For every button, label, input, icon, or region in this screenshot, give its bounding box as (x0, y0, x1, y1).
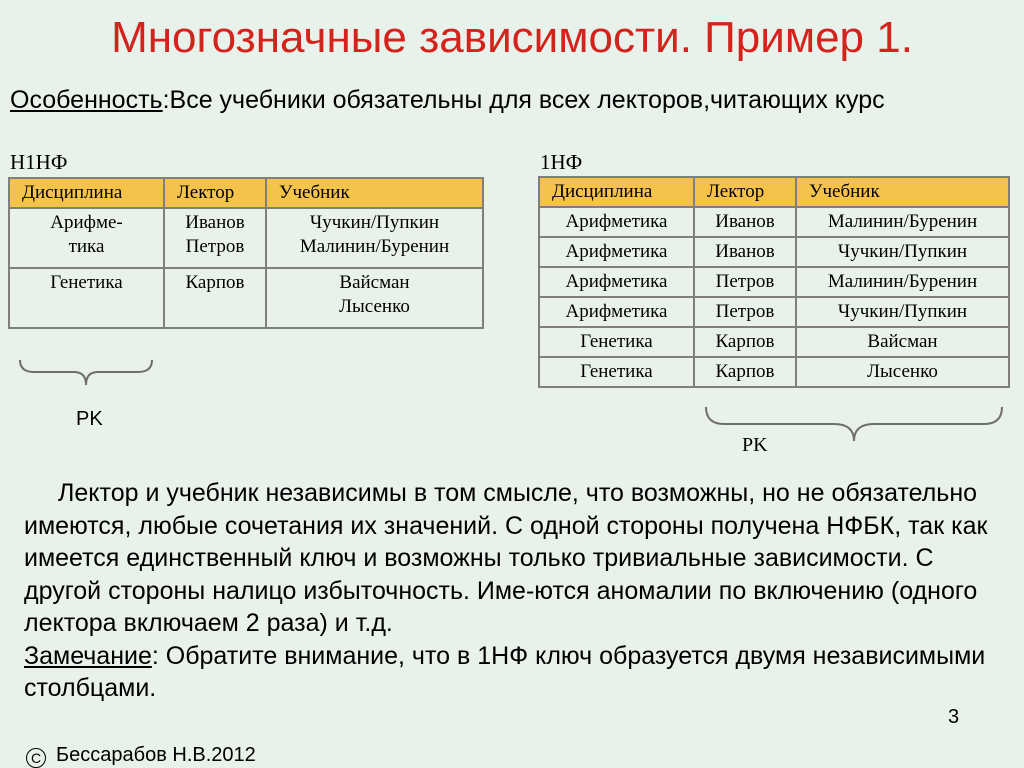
left-header-textbook: Учебник (266, 178, 483, 208)
table-cell: Малинин/Буренин (796, 267, 1009, 297)
page-number: 3 (948, 706, 960, 728)
feature-line (10, 84, 885, 116)
table-cell: Петров (694, 267, 796, 297)
table-cell: Генетика (539, 357, 694, 387)
slide-title: Многозначные зависимости. Пример 1. (111, 13, 913, 62)
explanation-text: Лектор и учебник независимы в том смысле, что возможны, но не обязательно имеются, любые сочетания их значений. С одной стороны получена НФБК, так как имеется единственный ключ и возможны только тривиальные зависимости. С другой стороны налицо избыточность. Име-ются аномалии по включению (одного лектора включаем 2 раза) и т.д. (24, 479, 988, 637)
table-cell: Чучкин/Пупкин (796, 297, 1009, 327)
table-row (539, 297, 1009, 327)
table-cell: Карпов (694, 327, 796, 357)
table-cell: Арифметика (539, 297, 694, 327)
note-text: : Обратите внимание, что в 1НФ ключ образуется двумя независимыми столбцами. (24, 641, 986, 702)
table-cell: Чучкин/Пупкин (796, 237, 1009, 267)
table-cell: Генетика (9, 268, 164, 328)
copyright-icon: C (26, 748, 46, 768)
right-header-discipline: Дисциплина (539, 177, 694, 207)
table-cell: Малинин/Буренин (796, 207, 1009, 237)
note-label: Замечание (24, 641, 152, 670)
table-cell: Арифме- тика (9, 208, 164, 268)
copyright-line (26, 744, 256, 768)
left-table-label: Н1НФ (10, 150, 68, 174)
feature-text: :Все учебники обязательны для всех лекторов,читающих курс (162, 86, 885, 114)
left-table (8, 177, 484, 329)
right-table (538, 176, 1010, 388)
table-cell: Иванов (694, 237, 796, 267)
table-cell: Петров (694, 297, 796, 327)
table-row (539, 237, 1009, 267)
table-cell: Карпов (694, 357, 796, 387)
copyright-text: Бессарабов Н.В.2012 (56, 744, 256, 766)
left-pk-brace (18, 358, 154, 388)
table-cell: Арифметика (539, 207, 694, 237)
table-cell: Иванов Петров (164, 208, 266, 268)
feature-label: Особенность (10, 86, 163, 114)
table-cell: Генетика (539, 327, 694, 357)
table-cell: Чучкин/Пупкин Малинин/Буренин (266, 208, 483, 268)
right-header-textbook: Учебник (796, 177, 1009, 207)
left-pk-label: PK (76, 408, 103, 430)
left-header-lecturer: Лектор (164, 178, 266, 208)
table-cell: Иванов (694, 207, 796, 237)
table-cell: Арифметика (539, 267, 694, 297)
table-row (539, 357, 1009, 387)
table-cell: Лысенко (796, 357, 1009, 387)
table-cell: Вайсман Лысенко (266, 268, 483, 328)
table-row (539, 267, 1009, 297)
table-row (539, 327, 1009, 357)
left-header-discipline: Дисциплина (9, 178, 164, 208)
table-row (9, 208, 483, 268)
explanation-paragraph (24, 477, 1014, 705)
right-table-header-row (539, 177, 1009, 207)
table-cell: Карпов (164, 268, 266, 328)
right-table-label: 1НФ (540, 150, 583, 174)
table-cell: Арифметика (539, 237, 694, 267)
right-pk-label: PK (742, 434, 768, 456)
right-header-lecturer: Лектор (694, 177, 796, 207)
table-cell: Вайсман (796, 327, 1009, 357)
table-row (539, 207, 1009, 237)
table-row (9, 268, 483, 328)
left-table-header-row (9, 178, 483, 208)
